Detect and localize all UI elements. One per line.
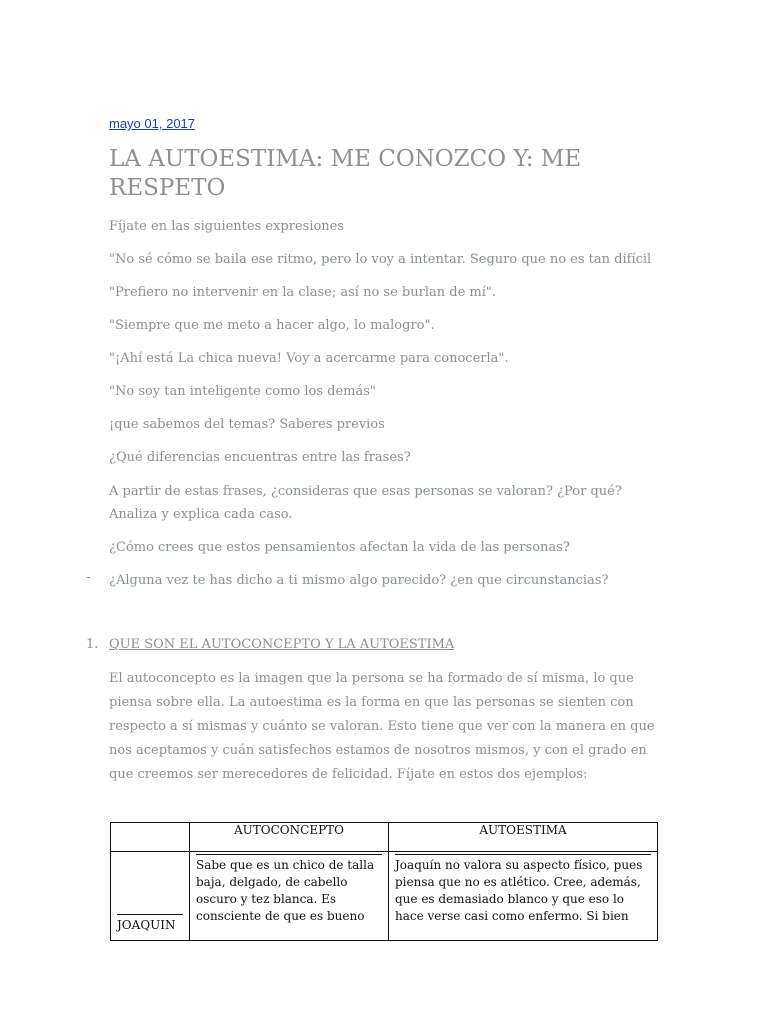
intro-line: "No soy tan inteligente como los demás"	[109, 384, 376, 399]
intro-line: Fíjate en las siguientes expresiones	[109, 219, 345, 234]
table-header-cell: AUTOESTIMA	[389, 823, 658, 852]
intro-line: ¿Qué diferencias encuentras entre las frases?	[109, 450, 411, 465]
autoconcepto-text: Sabe que es un chico de talla baja, delgado, de cabello oscuro y tez blanca. Es consciente de que es bueno	[196, 854, 382, 925]
bullet-marker: -	[86, 570, 91, 585]
intro-line: "Siempre que me meto a hacer algo, lo malogro".	[109, 318, 435, 333]
examples-table	[110, 822, 658, 941]
bullet-text: ¿Alguna vez te has dicho a ti mismo algo parecido? ¿en que circunstancias?	[109, 573, 609, 588]
intro-line: A partir de estas frases, ¿consideras que esas personas se valoran? ¿Por qué? Analiza y explica cada caso.	[109, 484, 622, 522]
intro-line: ¿Cómo crees que estos pensamientos afectan la vida de las personas?	[109, 540, 570, 555]
table-cell-name	[111, 852, 190, 941]
section-heading: QUE SON EL AUTOCONCEPTO Y LA AUTOESTIMA	[109, 637, 455, 652]
table-cell-autoconcepto	[190, 852, 389, 941]
section-number: 1.	[86, 637, 99, 652]
name-text: JOAQUIN	[117, 914, 183, 934]
post-date-link[interactable]: mayo 01, 2017	[109, 116, 196, 131]
table-row	[111, 852, 658, 941]
table-header-cell: AUTOCONCEPTO	[190, 823, 389, 852]
autoestima-text: Joaquín no valora su aspecto físico, pues piensa que no es atlético. Cree, además, que es demasiado blanco y que eso lo hace verse casi como enfermo. Si bien	[395, 854, 651, 925]
table-cell-autoestima	[389, 852, 658, 941]
section-paragraph: El autoconcepto es la imagen que la persona se ha formado de sí misma, lo que piensa sobre ella. La autoestima es la forma en que las personas se sienten con respecto a sí mismas y cuánto se valoran. Esto tiene que ver con la manera en que nos aceptamos y cuán satisfechos estamos de nosotros mismos, y con el grado en que creemos ser merecedores de felicidad. Fíjate en estos dos ejemplos:	[109, 671, 655, 782]
post-title: LA AUTOESTIMA: ME CONOZCO Y: ME RESPETO	[109, 146, 582, 201]
table-header-cell	[111, 823, 190, 852]
intro-line: ¡que sabemos del temas? Saberes previos	[109, 417, 385, 432]
intro-line: "No sé cómo se baila ese ritmo, pero lo voy a intentar. Seguro que no es tan difícil	[109, 252, 652, 267]
intro-line: "¡Ahí está La chica nueva! Voy a acercarme para conocerla".	[109, 351, 509, 366]
intro-line: "Prefiero no intervenir en la clase; así no se burlan de mí".	[109, 285, 496, 300]
table-header-row	[111, 823, 658, 852]
